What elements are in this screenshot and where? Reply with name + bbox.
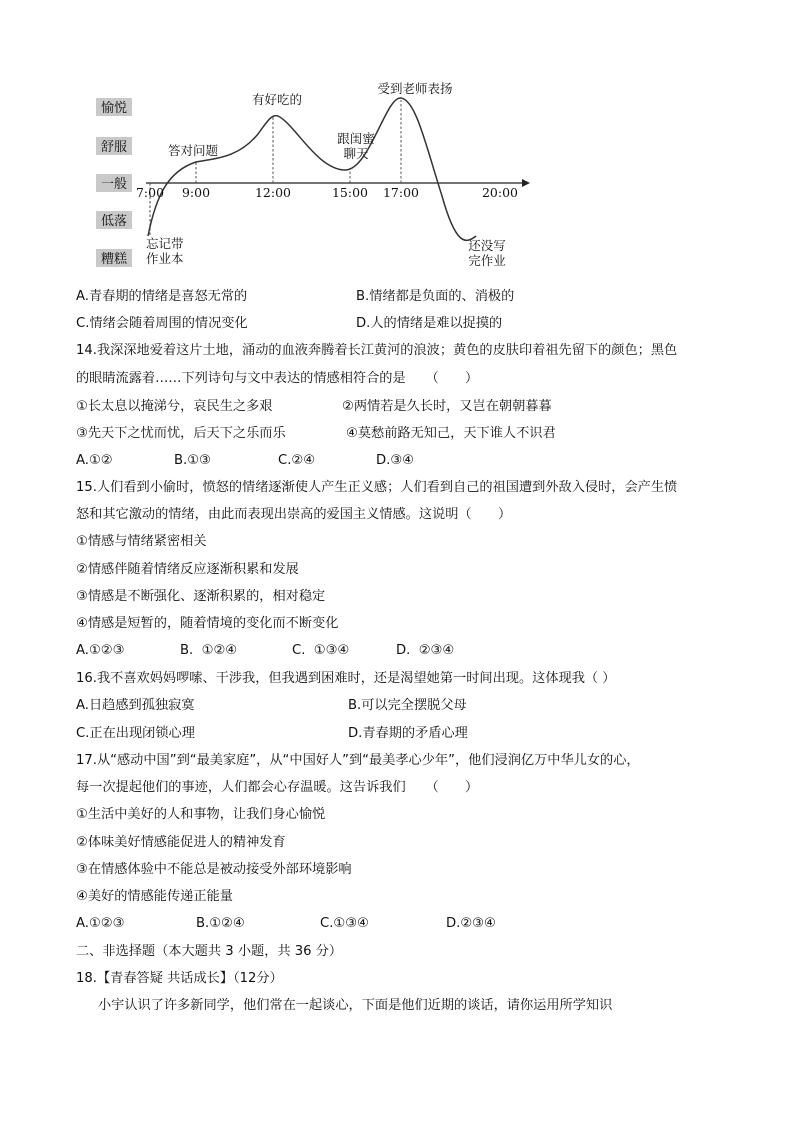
q17-statement-1: ①生活中美好的人和事物，让我们身心愉悦 [76, 807, 326, 822]
q17-stem-line2: 每一次提起他们的事迹，人们都会心存温暖。这告诉我们 （ ） [76, 780, 479, 795]
q14-option-d: D.③④ [376, 453, 414, 468]
q17-statement-2: ②体味美好情感能促进人的精神发育 [76, 835, 286, 850]
q16-option-d: D.青春期的矛盾心理 [348, 726, 468, 741]
level-label-2: 一般 [100, 177, 128, 192]
event-label-5-line-0: 还没写 [468, 238, 506, 253]
q13-option-c: C.情绪会随着周围的情况变化 [76, 316, 248, 331]
q17-stem-line1: 17.从“感动中国”到“最美家庭”，从“中国好人”到“最美孝心少年”，他们浸润亿万中华儿女的心， [76, 753, 640, 768]
q13-option-a: A.青春期的情绪是喜怒无常的 [76, 289, 248, 304]
q17-option-d: D.②③④ [446, 916, 496, 931]
level-label-4: 糟糕 [100, 252, 128, 267]
q17-option-b: B.①②④ [196, 916, 245, 931]
time-tick-2: 12:00 [254, 185, 292, 200]
q14-stem-line1: 14.我深深地爱着这片土地，涌动的血液奔腾着长江黄河的浪波；黄色的皮肤印着祖先留下的颜色；黑色 [76, 343, 678, 358]
q17-statement-3: ③在情感体验中不能总是被动接受外部环境影响 [76, 862, 352, 877]
q14-option-c: C.②④ [278, 453, 316, 468]
q13-option-b: B.情绪都是负面的、消极的 [356, 289, 515, 304]
q15-stem-line2: 怒和其它激动的情绪，由此而表现出崇高的爱国主义情感。这说明（ ） [76, 507, 512, 522]
event-label-5-line-1: 完作业 [468, 253, 506, 268]
q15-option-a: A.①②③ [76, 643, 125, 658]
event-label-3-line-0: 跟闺蜜 [337, 131, 375, 146]
q14-option-a: A.①② [76, 453, 113, 468]
time-tick-4: 17:00 [382, 185, 420, 200]
time-tick-1: 9:00 [181, 185, 211, 200]
event-label-3-line-1: 聊天 [343, 146, 369, 161]
level-label-3: 低落 [100, 214, 128, 229]
q15-statement-1: ①情感与情绪紧密相关 [76, 534, 207, 549]
q18-body: 小宇认识了许多新同学，他们常在一起谈心，下面是他们近期的谈话，请你运用所学知识 [98, 998, 613, 1013]
level-label-0: 愉悦 [100, 101, 128, 116]
emotion-chart [90, 76, 530, 276]
q18-title: 18.【青春答疑 共话成长】（12分） [76, 971, 283, 986]
q17-option-a: A.①②③ [76, 916, 125, 931]
q17-statement-4: ④美好的情感能传递正能量 [76, 889, 233, 904]
q15-option-d: D. ②③④ [396, 643, 455, 658]
q15-statement-2: ②情感伴随着情绪反应逐渐积累和发展 [76, 562, 299, 577]
q14-statement-4: ④莫愁前路无知己，天下谁人不识君 [346, 426, 556, 441]
q16-option-b: B.可以完全摆脱父母 [348, 698, 467, 713]
q14-statement-3: ③先天下之忧而忧，后天下之乐而乐 [76, 426, 286, 441]
section-2-heading: 二、非选择题（本大题共 3 小题，共 36 分） [76, 944, 343, 959]
q15-stem-line1: 15.人们看到小偷时，愤怒的情绪逐渐使人产生正义感；人们看到自己的祖国遭到外敌入侵时，会产生愤 [76, 480, 678, 495]
q15-option-b: B. ①②④ [180, 643, 238, 658]
time-axis-arrow [522, 179, 530, 187]
q14-statement-1: ①长太息以掩涕兮，哀民生之多艰 [76, 399, 273, 414]
time-guides [150, 100, 401, 236]
q17-option-c: C.①③④ [320, 916, 369, 931]
q14-statement-2: ②两情若是久长时，又岂在朝朝暮暮 [342, 399, 552, 414]
event-label-2-line-0: 有好吃的 [251, 92, 303, 107]
q15-option-c: C. ①③④ [292, 643, 350, 658]
q16-option-a: A.日趋感到孤独寂寞 [76, 698, 195, 713]
time-tick-3: 15:00 [331, 185, 369, 200]
event-label-0-line-0: 忘记带 [146, 236, 184, 251]
q14-option-b: B.①③ [174, 453, 211, 468]
event-label-0-line-1: 作业本 [146, 251, 184, 266]
q16-stem: 16.我不喜欢妈妈啰嗦、干涉我，但我遇到困难时，还是渴望她第一时间出现。这体现我（ ） [76, 671, 616, 686]
time-tick-5: 20:00 [481, 185, 519, 200]
event-labels [146, 81, 506, 268]
event-label-4-line-0: 受到老师表扬 [377, 81, 453, 96]
time-tick-0: 7:00 [135, 185, 165, 200]
q14-stem-line2: 的眼睛流露着……下列诗句与文中表达的情感相符合的是 （ ） [76, 371, 479, 386]
q16-option-c: C.正在出现闭锁心理 [76, 726, 195, 741]
event-label-1-line-0: 答对问题 [168, 143, 219, 158]
q13-option-d: D.人的情绪是难以捉摸的 [356, 316, 503, 331]
emotion-level-labels [96, 98, 132, 267]
level-label-1: 舒服 [100, 140, 128, 155]
emotion-curve [148, 98, 476, 240]
q15-statement-3: ③情感是不断强化、逐渐积累的，相对稳定 [76, 589, 326, 604]
q15-statement-4: ④情感是短暂的，随着情境的变化而不断变化 [76, 616, 339, 631]
time-tick-labels [136, 185, 518, 200]
